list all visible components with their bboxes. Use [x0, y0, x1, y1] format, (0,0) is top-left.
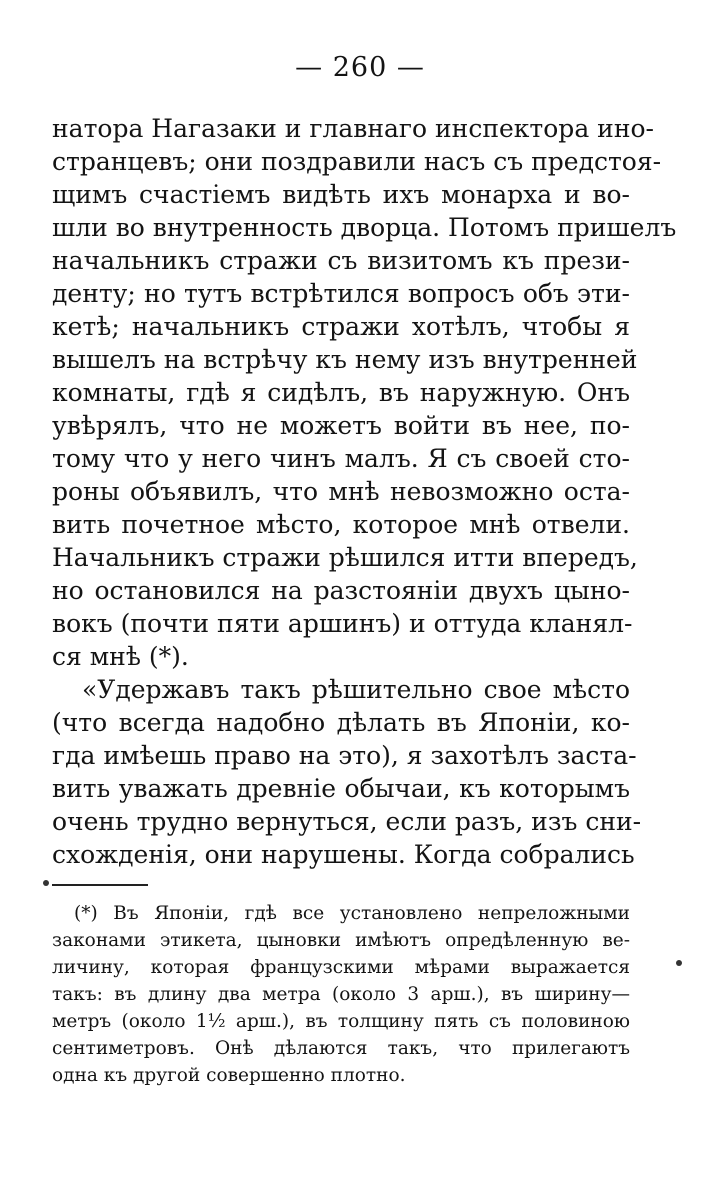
text-line: увѣрялъ, что не можетъ войти въ нее, по-	[52, 411, 630, 440]
page-number: — 260 —	[295, 52, 425, 83]
text-line: «Удержавъ такъ рѣшительно свое мѣсто	[82, 675, 630, 704]
text-line: натора Нагазаки и главнаго инспектора ино-	[52, 114, 654, 143]
footnote	[52, 900, 630, 1089]
text-line: Начальникъ стражи рѣшился итти впередъ,	[52, 543, 638, 572]
footnote-line: законами этикета, цыновки имѣютъ опредѣленную ве-	[52, 930, 630, 951]
footnote-line: личину, которая французскими мѣрами выражается	[52, 957, 630, 978]
text-line: вокъ (почти пяти аршинъ) и оттуда кланял-	[52, 609, 633, 638]
text-line: вышелъ на встрѣчу къ нему изъ внутренней	[52, 345, 638, 374]
footnote-line: сентиметровъ. Онѣ дѣлаются такъ, что прилегаютъ	[52, 1038, 630, 1059]
text-line: очень трудно вернуться, если разъ, изъ сни-	[52, 807, 642, 836]
text-line: странцевъ; они поздравили насъ съ предстоя-	[52, 147, 662, 176]
text-line: роны объявилъ, что мнѣ невозможно оста-	[52, 477, 630, 506]
text-line: кетѣ; начальникъ стражи хотѣлъ, чтобы я	[52, 312, 630, 341]
footnote-line: (*) Въ Японіи, гдѣ все установлено непреложными	[74, 903, 630, 924]
text-line: начальникъ стражи съ визитомъ къ прези-	[52, 246, 630, 275]
ink-speck	[676, 960, 682, 966]
text-line: но остановился на разстояніи двухъ цыно-	[52, 576, 630, 605]
main-text	[52, 112, 677, 871]
text-line: тому что у него чинъ малъ. Я съ своей сто-	[52, 444, 630, 473]
text-line: шли во внутренность дворца. Потомъ пришелъ	[52, 213, 677, 242]
ink-speck	[43, 880, 49, 886]
text-line: вить уважать древніе обычаи, къ которымъ	[52, 774, 630, 803]
text-line: гда имѣешь право на это), я захотѣлъ заста-	[52, 741, 637, 770]
footnote-line: метръ (около 1½ арш.), въ толщину пять съ половиною	[52, 1011, 630, 1032]
text-line: схожденія, они нарушены. Когда собрались	[52, 840, 635, 869]
footnote-line: одна къ другой совершенно плотно.	[52, 1065, 406, 1086]
footnote-divider	[52, 884, 148, 886]
footnote-line: такъ: въ длину два метра (около 3 арш.), въ ширину—	[52, 984, 630, 1005]
text-line: щимъ счастіемъ видѣть ихъ монарха и во-	[52, 180, 630, 209]
text-line: вить почетное мѣсто, которое мнѣ отвели.	[52, 510, 630, 539]
text-line: (что всегда надобно дѣлать въ Японіи, ко-	[52, 708, 630, 737]
text-line: комнаты, гдѣ я сидѣлъ, въ наружную. Онъ	[52, 378, 630, 407]
text-line: ся мнѣ (*).	[52, 642, 189, 671]
text-line: денту; но тутъ встрѣтился вопросъ объ эти-	[52, 279, 630, 308]
